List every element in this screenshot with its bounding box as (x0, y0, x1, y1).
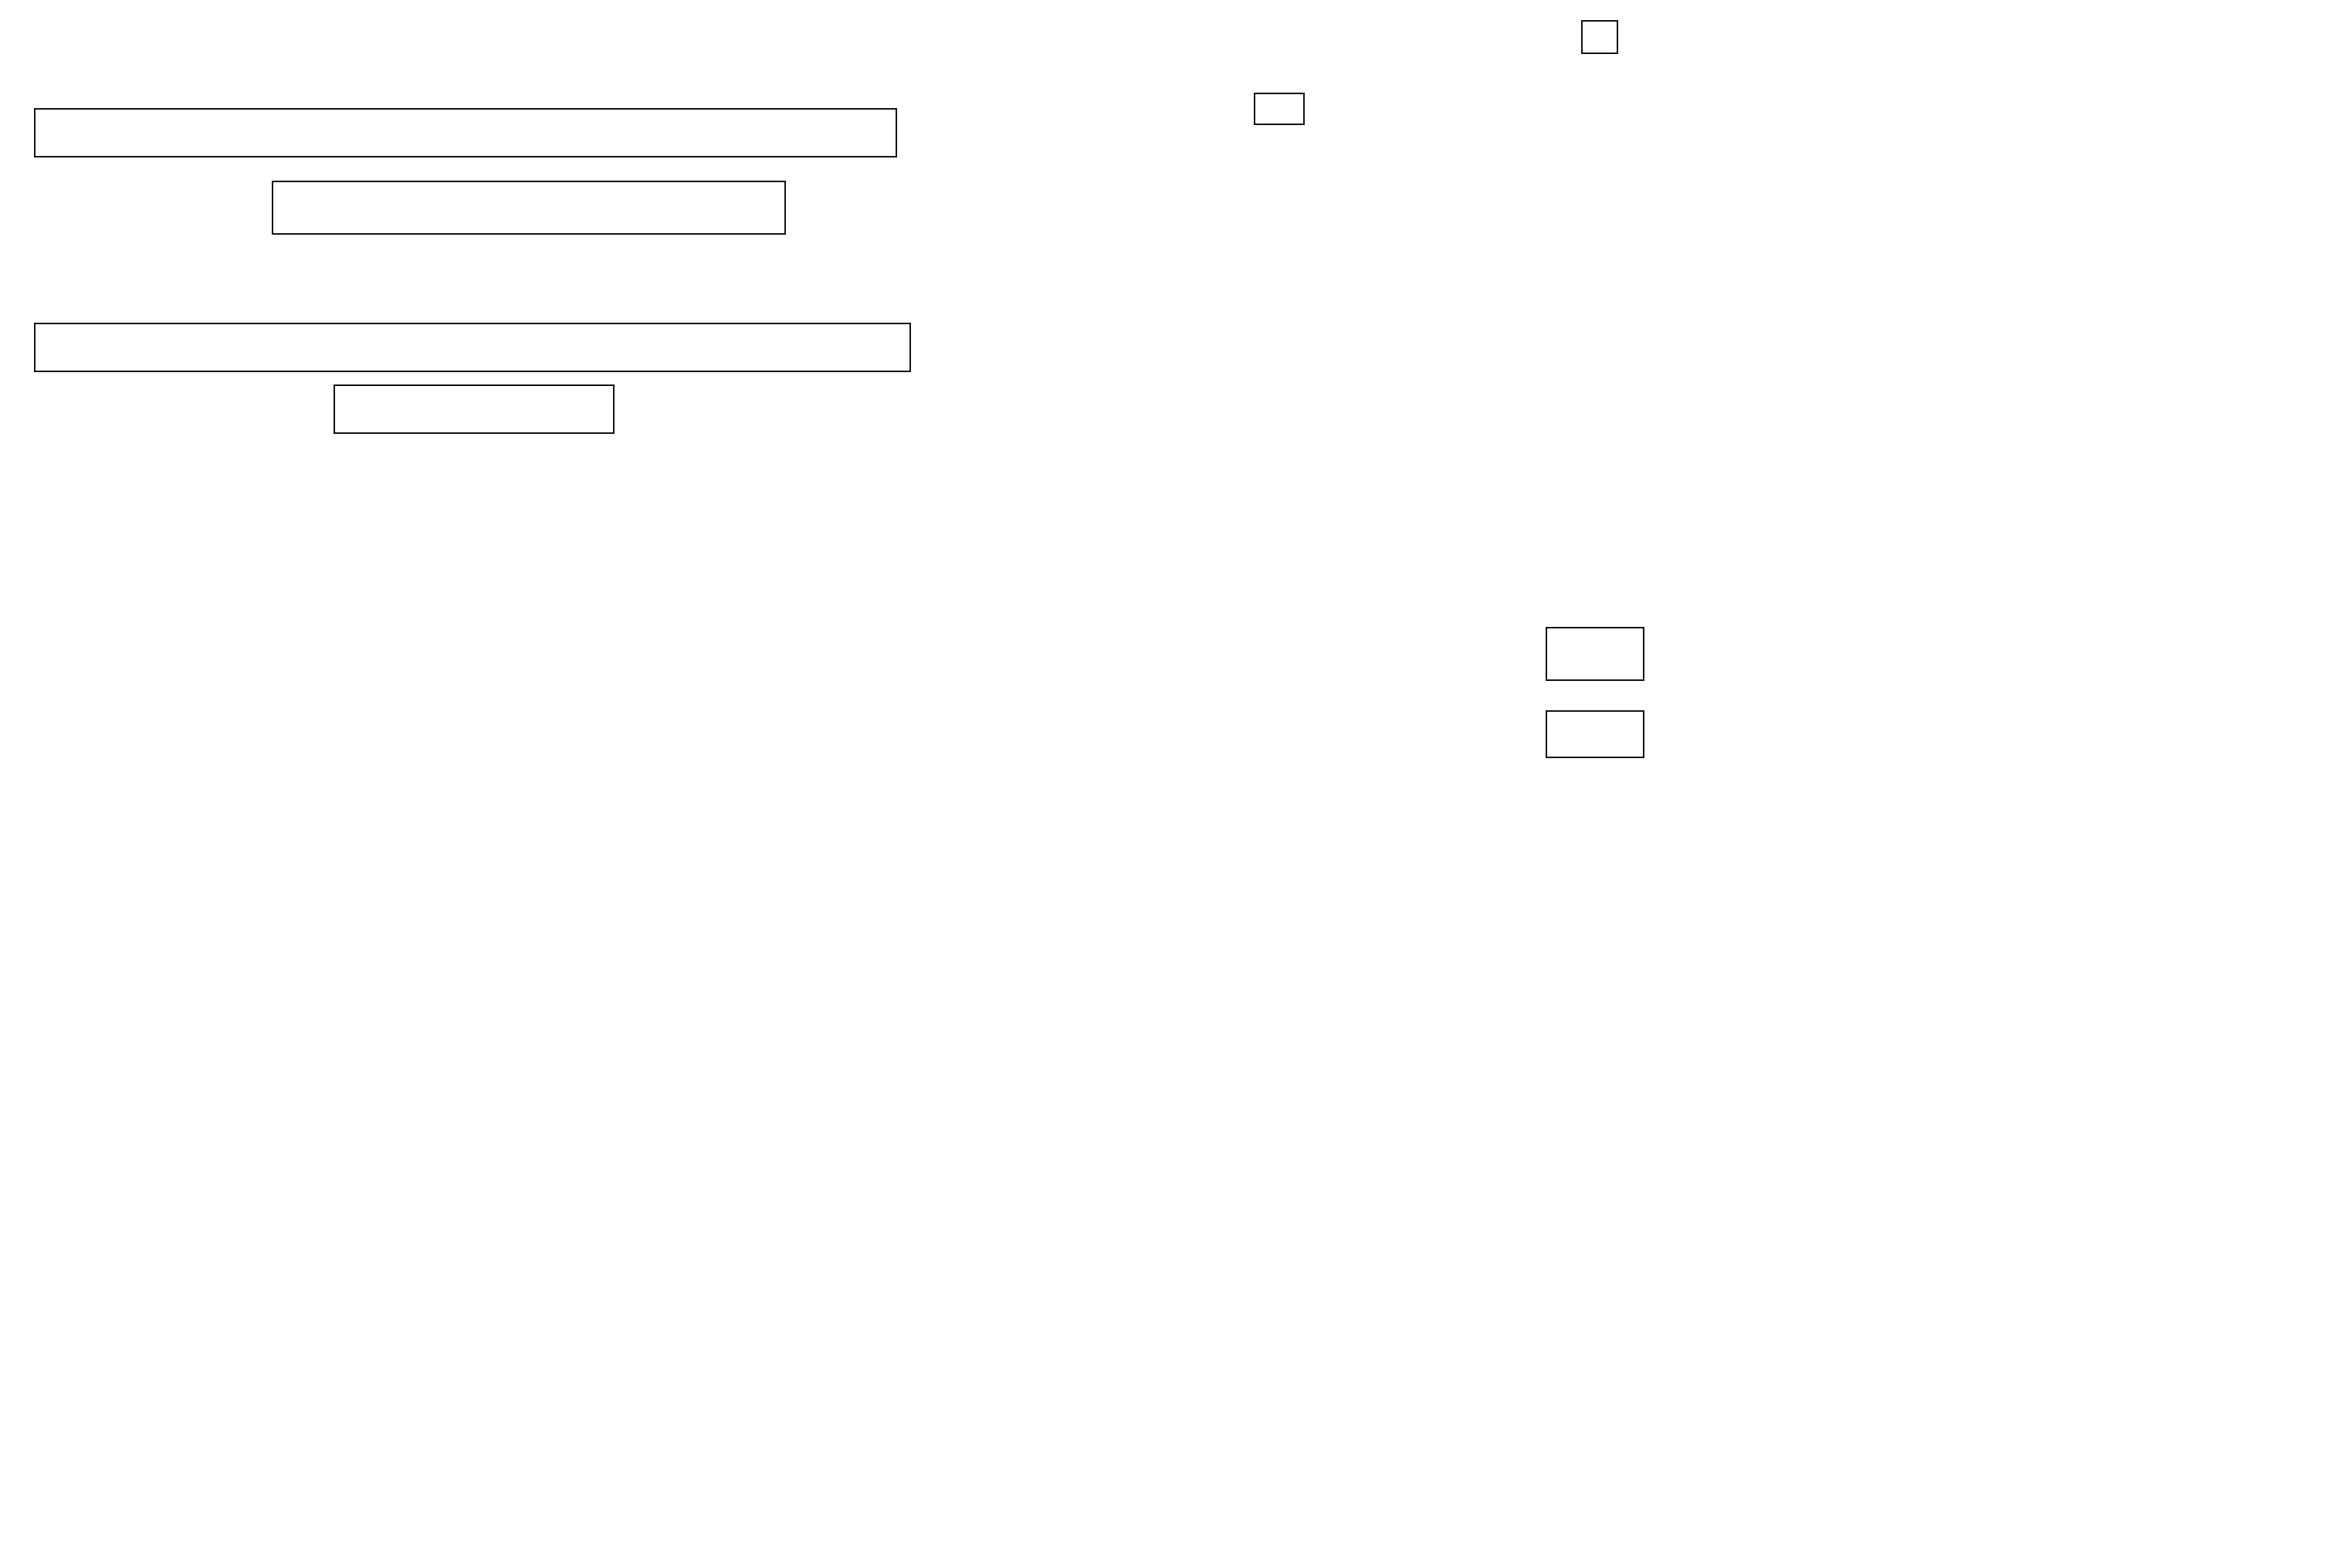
item7-ciclo1-box (1546, 627, 1644, 681)
notes-left (3, 1204, 1115, 1382)
item3-value-box (34, 323, 911, 372)
item7-ciclo2-box (1546, 710, 1644, 758)
dist-header-row (0, 533, 1126, 633)
carga-table (1289, 825, 2145, 916)
item4-value-box (334, 384, 615, 434)
notes-right (1201, 1337, 2322, 1566)
item2-value-box (272, 181, 786, 235)
distribution-table (0, 533, 1126, 633)
item6-value-box (1254, 93, 1305, 125)
carga-header-row (1289, 825, 2145, 916)
item1-value-box (34, 108, 897, 157)
item5-value-box (1581, 20, 1618, 54)
